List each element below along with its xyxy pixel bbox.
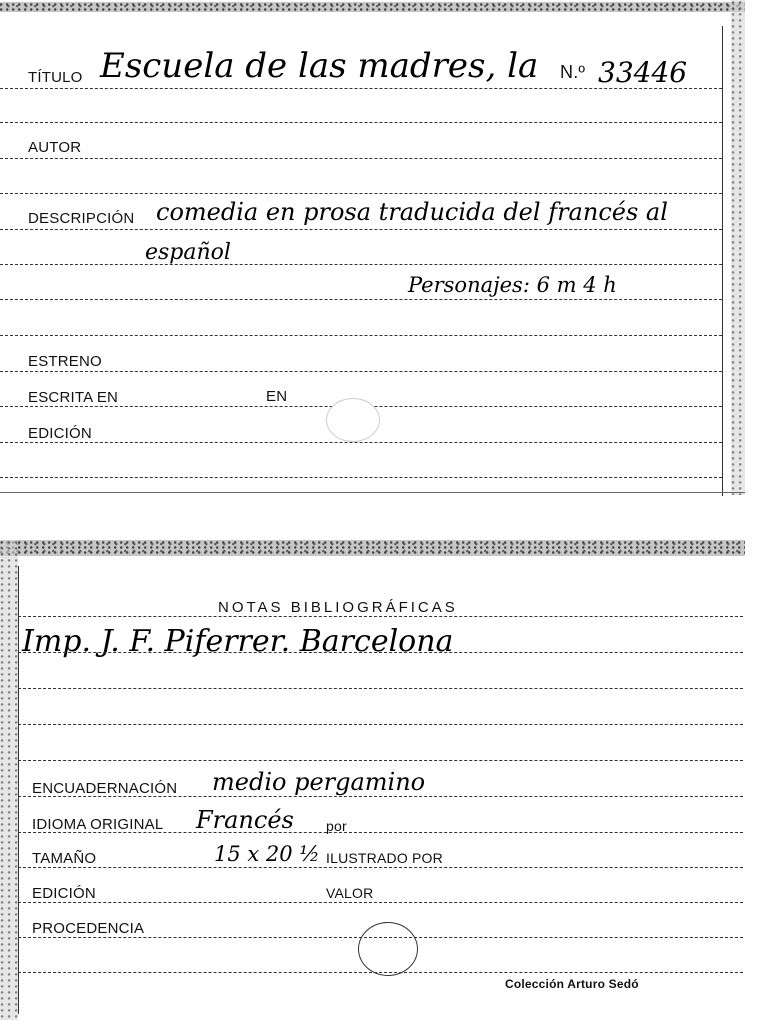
autor-label: AUTOR	[28, 139, 82, 156]
rule	[0, 335, 722, 336]
rule	[0, 193, 722, 194]
card-right-border	[722, 26, 723, 496]
notas-value: Imp. J. F. Piferrer. Barcelona	[22, 624, 454, 659]
card-edge-shadow	[731, 0, 745, 495]
numero-label: N.º	[560, 62, 586, 82]
tamano-label: TAMAÑO	[32, 850, 97, 867]
encuadernacion-label: ENCUADERNACIÓN	[32, 780, 178, 797]
torn-edge	[0, 2, 745, 12]
valor-label: VALOR	[326, 885, 374, 901]
rule	[0, 264, 722, 265]
collection-stamp	[358, 922, 418, 976]
estreno-label: ESTRENO	[28, 353, 102, 370]
escrita-en-label: ESCRITA EN	[28, 389, 119, 406]
rule	[18, 832, 743, 833]
ilustrado-label: ILUSTRADO POR	[326, 850, 443, 866]
idioma-value: Francés	[196, 806, 294, 834]
torn-edge	[0, 540, 745, 556]
rule	[18, 760, 743, 761]
personajes-value: Personajes: 6 m 4 h	[408, 273, 617, 297]
notas-heading: NOTAS BIBLIOGRÁFICAS	[218, 599, 458, 616]
erased-stamp-mark	[326, 398, 380, 442]
edicion-label-back: EDICIÓN	[32, 885, 96, 902]
card-edge-shadow	[0, 540, 18, 1020]
rule	[18, 902, 743, 903]
tamano-value: 15 x 20 ½	[214, 842, 320, 866]
catalog-card-back	[0, 540, 745, 1020]
encuadernacion-value: medio pergamino	[212, 768, 426, 796]
rule	[0, 371, 722, 372]
procedencia-label: PROCEDENCIA	[32, 920, 145, 937]
catalog-card-front	[0, 0, 745, 495]
collection-footer: Colección Arturo Sedó	[505, 977, 639, 991]
rule	[0, 158, 722, 159]
descripcion-value-line1: comedia en prosa traducida del francés al	[156, 198, 668, 226]
card-separator	[0, 492, 745, 493]
titulo-label: TÍTULO	[28, 69, 83, 86]
rule	[18, 652, 743, 653]
rule	[18, 616, 743, 617]
rule	[18, 796, 743, 797]
rule	[0, 477, 722, 478]
rule	[0, 299, 722, 300]
rule	[0, 122, 722, 123]
rule	[0, 442, 722, 443]
rule	[18, 688, 743, 689]
numero-value: 33446	[598, 56, 688, 89]
por-label: por	[326, 818, 347, 834]
rule	[18, 724, 743, 725]
idioma-label: IDIOMA ORIGINAL	[32, 816, 164, 833]
rule	[0, 229, 722, 230]
rule	[18, 867, 743, 868]
card-left-border	[18, 566, 19, 1014]
rule	[0, 88, 722, 89]
descripcion-value-line2: español	[145, 240, 231, 265]
titulo-value: Escuela de las madres, la	[100, 46, 539, 86]
descripcion-label: DESCRIPCIÓN	[28, 210, 135, 227]
en-label: EN	[266, 388, 288, 405]
edicion-label: EDICIÓN	[28, 425, 92, 442]
